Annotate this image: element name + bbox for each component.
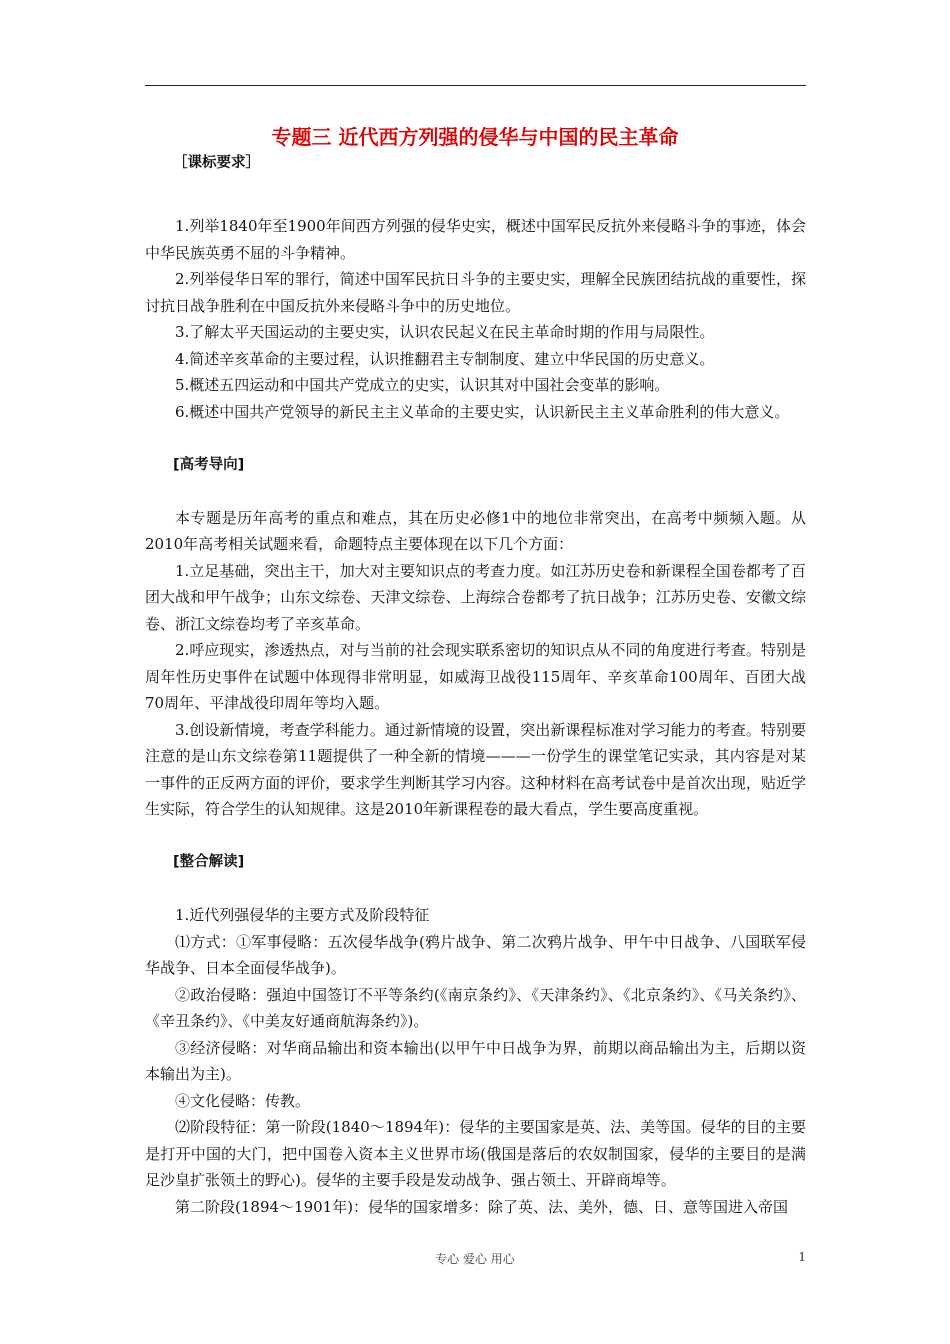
paragraph: 1.列举1840年至1900年间西方列强的侵华史实，概述中国军民反抗外来侵略斗争的事迹，体会中华民族英勇不屈的斗争精神。 [145,217,806,262]
section-heading-curriculum: ［课标要求］ [173,155,260,171]
footer-motto: 专心 爱心 用心 [435,1252,515,1266]
page-number: 1 [798,1250,806,1264]
paragraph: 5.概述五四运动和中国共产党成立的史实，认识其对中国社会变革的影响。 [175,376,670,394]
paragraph: 4.简述辛亥革命的主要过程，认识推翻君主专制制度、建立中华民国的历史意义。 [175,349,715,368]
paragraph: ③经济侵略：对华商品输出和资本输出(以甲午中日战争为界，前期以商品输出为主，后期以资本输出为主)。 [145,1038,806,1083]
paragraph: 2.呼应现实，渗透热点，对与当前的社会现实联系密切的知识点从不同的角度进行考查。特别是周年性历史事件在试题中体现得非常明显，如威海卫战役115周年、辛亥革命100周年、百团大战70周年、平津战役印周年等均入题。 [145,641,806,712]
header-rule [145,85,806,86]
paragraph: 1.近代列强侵华的主要方式及阶段特征 [175,906,430,924]
paragraph: 6.概述中国共产党领导的新民主主义革命的主要史实，认识新民主主义革命胜利的伟大意义。 [175,402,790,421]
paragraph: ④文化侵略：传教。 [175,1091,311,1110]
paragraph: 3.创设新情境，考查学科能力。通过新情境的设置，突出新课程标准对学习能力的考查。特别要注意的是山东文综卷第11题提供了一种全新的情境———一份学生的课堂笔记实录，其内容是对某一事件的正反两方面的评价，要求学生判断其学习内容。这种材料在高考试卷中是首次出现，贴近学生实际，符合学生的认知规律。这是2010年新课程卷的最大看点，学生要高度重视。 [145,720,806,818]
paragraph: 2.列举侵华日军的罪行，简述中国军民抗日斗争的主要史实，理解全民族团结抗战的重要性，探讨抗日战争胜利在中国反抗外来侵略斗争中的历史地位。 [145,270,806,315]
paragraph: 第二阶段(1894～1901年)：侵华的国家增多：除了英、法、美外，德、日、意等国进入帝国 [175,1197,789,1216]
paragraph: 1.立足基础，突出主干，加大对主要知识点的考查力度。如江苏历史卷和新课程全国卷都考了百团大战和甲午战争；山东文综卷、天津文综卷、上海综合卷都考了抗日战争；江苏历史卷、安徽文综卷、浙江文综卷均考了辛亥革命。 [145,561,806,633]
paragraph: ⑵阶段特征：第一阶段(1840～1894年)：侵华的主要国家是英、法、美等国。侵华的目的主要是打开中国的大门，把中国卷入资本主义世界市场(俄国是落后的农奴制国家，侵华的主要目的是满足沙皇扩张领土的野心)。侵华的主要手段是发动战争、强占领土、开辟商埠等。 [145,1118,806,1189]
paragraph: 本专题是历年高考的重点和难点，其在历史必修1中的地位非常突出，在高考中频频入题。从2010年高考相关试题来看，命题特点主要体现在以下几个方面： [145,508,806,553]
document-title: 专题三 近代西方列强的侵华与中国的民主革命 [271,125,679,149]
paragraph: ⑴方式：①军事侵略：五次侵华战争(鸦片战争、第二次鸦片战争、甲午中日战争、八国联军侵华战争、日本全面侵华战争)。 [145,932,806,977]
section-heading-exam: [高考导向] [173,456,245,473]
paragraph: ②政治侵略：强迫中国签订不平等条约(《南京条约》、《天津条约》、《北京条约》、《马关条约》、《辛丑条约》、《中美友好通商航海条约》)。 [145,985,806,1030]
section-heading-analysis: [整合解读] [173,854,245,870]
document-body [145,150,806,1220]
paragraph: 3.了解太平天国运动的主要史实，认识农民起义在民主革命时期的作用与局限性。 [175,323,715,341]
